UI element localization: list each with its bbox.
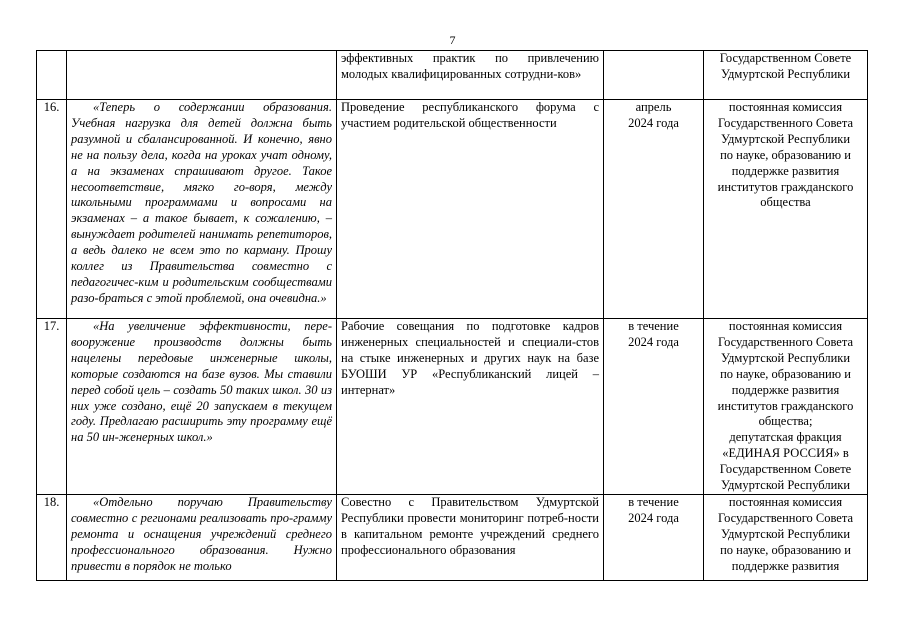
table-row xyxy=(37,100,868,319)
quote-cell: «Теперь о содержании образования. Учебная нагрузка для детей должна быть разумной и сбалансированной. И конечно, явно не на пользу дела, когда на уроках учат одному, а на экзаменах спрашивают другое. Такое несоответствие, мягко го-воря, между школьными программами и вопросами на экзаменах – а такое бывает, к сожалению, – вынуждает родителей нанимать репетиторов, а ведь далеко не всем это по карману. Прошу коллег из Правительства совместно с педагогичес-ким и родительским сообществами разо-браться с этой проблемой, она очевидна.» xyxy=(67,100,337,319)
responsible-line: «ЕДИНАЯ РОССИЯ» в xyxy=(722,446,849,461)
event-cell: Совестно с Правительством Удмуртской Республики провести мониторинг потреб-ности в капитальном ремонте учреждений среднего профессионального образования xyxy=(337,494,604,580)
quote-cell xyxy=(67,51,337,100)
event-cell: Рабочие совещания по подготовке кадров инженерных специальностей и специали-стов на стыке инженерных и других наук на базе БУОШИ УР «Республиканский лицей – интернат» xyxy=(337,319,604,495)
responsible-line: депутатская фракция xyxy=(729,430,842,445)
responsible-line: постоянная комиссия xyxy=(728,494,843,509)
responsible-line: постоянная комиссия xyxy=(728,319,843,333)
table-row xyxy=(37,494,868,580)
event-cell: эффективных практик по привлечению молодых квалифицированных сотрудни-ков» xyxy=(337,51,604,100)
row-number xyxy=(37,51,67,100)
responsible-line: постоянная комиссия xyxy=(728,100,843,114)
responsible-line: по науке, образованию и xyxy=(720,366,851,381)
responsible-cell xyxy=(704,100,868,319)
page-number: 7 xyxy=(449,33,456,47)
row-number: 18. xyxy=(37,494,67,580)
responsible-cell xyxy=(704,319,868,495)
quote-cell: «Отдельно поручаю Правительству совместно с регионами реализовать про-грамму ремонта и оснащения учреждений среднего профессионального образования. Нужно привести в порядок не только xyxy=(67,494,337,580)
responsible-line: Удмуртской Республики xyxy=(720,478,851,493)
responsible-line: Удмуртской Республики xyxy=(720,526,851,541)
responsible-line: поддержке развития xyxy=(731,382,840,397)
term-cell xyxy=(604,494,704,580)
responsible-line: поддержке развития xyxy=(731,163,840,178)
responsible-line: общества; xyxy=(758,414,813,429)
term-line: в течение xyxy=(628,494,679,509)
responsible-cell xyxy=(704,494,868,580)
term-line: 2024 года xyxy=(628,334,679,349)
responsible-line: общества xyxy=(760,195,811,210)
term-line: 2024 года xyxy=(628,115,679,130)
responsible-line: поддержке развития xyxy=(731,558,840,573)
term-line: в течение xyxy=(628,319,679,333)
responsible-line: Государственном Совете xyxy=(719,462,852,477)
row-number: 16. xyxy=(37,100,67,319)
responsible-cell xyxy=(704,51,868,100)
responsible-line: Удмуртской Республики xyxy=(720,66,851,81)
term-cell xyxy=(604,100,704,319)
table-row xyxy=(37,319,868,495)
quote-cell: «На увеличение эффективности, пере-вооружение производств должны быть нацелены передовые инженерные школы, которые создаются на базе вузов. Мы ставили перед собой цель – создать 50 таких школ. 30 из них уже создано, ещё 20 запускаем в текущем году. Предлагаю расширить эту программу ещё на 50 ин-женерных школ.» xyxy=(67,319,337,495)
responsible-line: по науке, образованию и xyxy=(720,542,851,557)
row-number: 17. xyxy=(37,319,67,495)
term-line: апрель xyxy=(635,100,672,114)
table-row xyxy=(37,51,868,100)
responsible-line: Государственного Совета xyxy=(717,334,854,349)
action-plan-table xyxy=(36,50,868,581)
responsible-line: институтов гражданского xyxy=(717,179,854,194)
responsible-line: Удмуртской Республики xyxy=(720,350,851,365)
term-line: 2024 года xyxy=(628,510,679,525)
responsible-line: институтов гражданского xyxy=(717,398,854,413)
responsible-line: по науке, образованию и xyxy=(720,147,851,162)
event-cell: Проведение республиканского форума с участием родительской общественности xyxy=(337,100,604,319)
term-cell xyxy=(604,51,704,100)
responsible-line: Государственного Совета xyxy=(717,510,854,525)
term-cell xyxy=(604,319,704,495)
responsible-line: Удмуртской Республики xyxy=(720,131,851,146)
responsible-line: Государственного Совета xyxy=(717,115,854,130)
responsible-line: Государственном Совете xyxy=(719,51,852,65)
